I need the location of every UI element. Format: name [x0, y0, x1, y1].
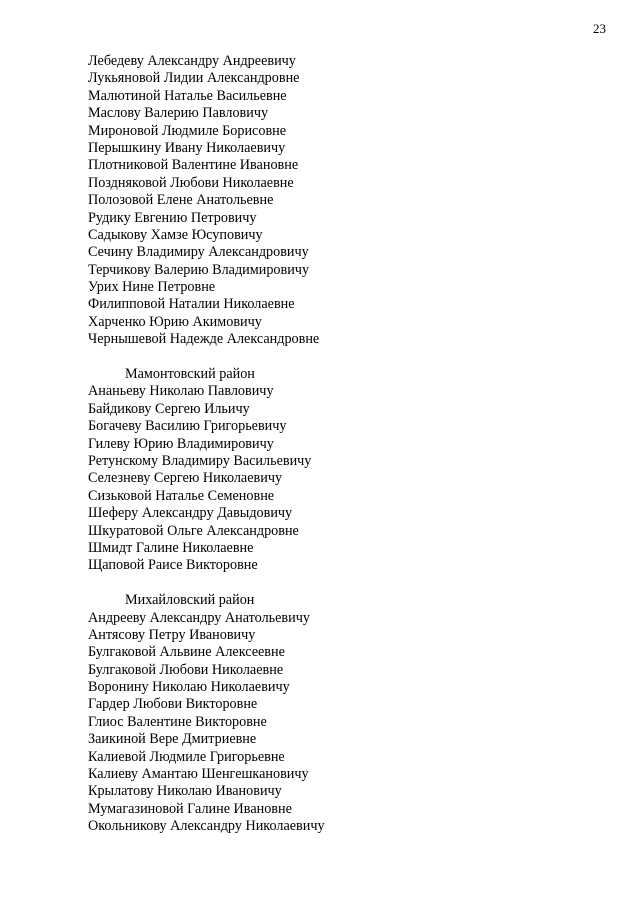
list-item: Ретунскому Владимиру Васильевичу: [88, 452, 312, 469]
list-item: Сечину Владимиру Александровичу: [88, 244, 309, 261]
list-item: Заикиной Вере Дмитриевне: [88, 731, 257, 748]
page-number: 23: [593, 21, 606, 36]
name-list-section-2: [88, 366, 608, 575]
district-heading: Михайловский район: [125, 592, 255, 609]
list-item: Шеферу Александру Давыдовичу: [88, 505, 293, 522]
list-item: Ананьеву Николаю Павловичу: [88, 383, 274, 400]
list-item: Лебедеву Александру Андреевичу: [88, 53, 296, 69]
list-item: Терчикову Валерию Владимировичу: [88, 261, 310, 278]
list-item: Байдикову Сергею Ильичу: [88, 400, 250, 417]
list-item: Андрееву Александру Анатольевичу: [88, 609, 310, 626]
list-item: Садыкову Хамзе Юсуповичу: [88, 226, 263, 243]
list-item: Селезневу Сергею Николаевичу: [88, 470, 283, 487]
document-body: [88, 53, 608, 836]
list-item: Перышкину Ивану Николаевичу: [88, 139, 286, 156]
list-item: Мумагазиновой Галине Ивановне: [88, 800, 292, 817]
list-item: Шмидт Галине Николаевне: [88, 539, 254, 556]
list-item: Полозовой Елене Анатольевне: [88, 192, 274, 209]
list-item: Калиеву Амантаю Шенгешкановичу: [88, 766, 309, 783]
list-item: Филипповой Наталии Николаевне: [88, 296, 295, 313]
list-item: Лукьяновой Лидии Александровне: [88, 70, 300, 87]
list-item: Гилеву Юрию Владимировичу: [88, 435, 274, 452]
list-item: Воронину Николаю Николаевичу: [88, 679, 290, 696]
list-item: Чернышевой Надежде Александровне: [88, 331, 320, 348]
list-item: Шкуратовой Ольге Александровне: [88, 522, 299, 539]
list-item: Окольникову Александру Николаевичу: [88, 818, 325, 835]
name-list-section-1: [88, 53, 608, 349]
list-item: Мироновой Людмиле Борисовне: [88, 122, 287, 139]
list-item: Малютиной Наталье Васильевне: [88, 87, 287, 104]
section-spacer: [88, 575, 608, 592]
list-item: Булгаковой Альвине Алексеевне: [88, 644, 285, 661]
list-item: Калиевой Людмиле Григорьевне: [88, 748, 285, 765]
list-item: Маслову Валерию Павловичу: [88, 105, 269, 122]
list-item: Богачеву Василию Григорьевичу: [88, 418, 287, 435]
list-item: Харченко Юрию Акимовичу: [88, 313, 262, 330]
list-item: Щаповой Раисе Викторовне: [88, 557, 258, 574]
name-list-section-3: [88, 592, 608, 835]
list-item: Рудику Евгению Петровичу: [88, 209, 257, 226]
section-spacer: [88, 349, 608, 366]
list-item: Поздняковой Любови Николаевне: [88, 174, 294, 191]
list-item: Урих Нине Петровне: [88, 279, 216, 296]
list-item: Глиос Валентине Викторовне: [88, 713, 267, 730]
list-item: Крылатову Николаю Ивановичу: [88, 783, 282, 800]
list-item: Булгаковой Любови Николаевне: [88, 661, 284, 678]
list-item: Антясову Петру Ивановичу: [88, 626, 256, 643]
list-item: Сизьковой Наталье Семеновне: [88, 487, 275, 504]
list-item: Плотниковой Валентине Ивановне: [88, 157, 299, 174]
list-item: Гардер Любови Викторовне: [88, 696, 258, 713]
district-heading: Мамонтовский район: [125, 366, 255, 383]
